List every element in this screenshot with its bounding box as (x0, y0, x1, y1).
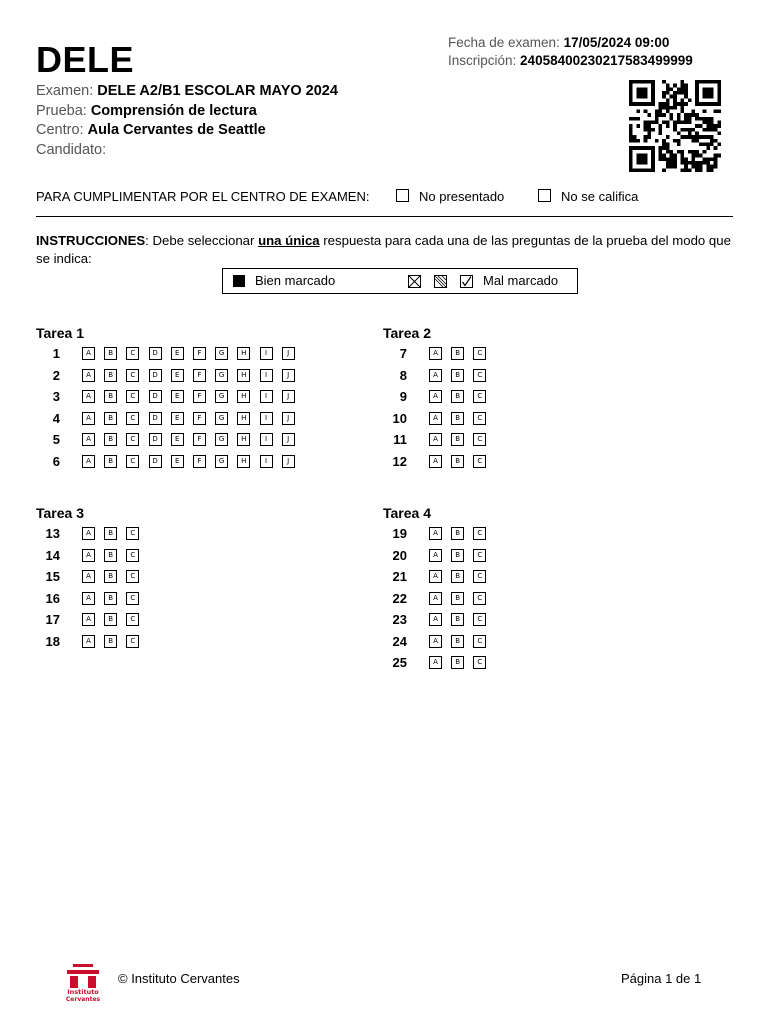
answer-option-h[interactable]: H (237, 347, 250, 360)
instructions (36, 232, 736, 268)
answer-option-f[interactable]: F (193, 390, 206, 403)
tarea-1 (36, 324, 304, 472)
answer-option-a[interactable]: A (82, 390, 95, 403)
answer-option-b[interactable]: B (451, 527, 464, 540)
answer-option-a[interactable]: A (82, 613, 95, 626)
question-row (36, 343, 304, 365)
answer-option-a[interactable]: A (82, 433, 95, 446)
question-number: 6 (52, 453, 60, 469)
answer-option-a[interactable]: A (429, 369, 442, 382)
filled-square-icon (233, 275, 245, 287)
question-number: 3 (52, 389, 60, 405)
answer-option-c[interactable]: C (473, 455, 486, 468)
answer-option-e[interactable]: E (171, 347, 184, 360)
question-number: 2 (52, 367, 60, 383)
no-presentado-label: No presentado (419, 189, 505, 204)
answer-option-i[interactable]: I (260, 433, 273, 446)
answer-option-b[interactable]: B (451, 635, 464, 648)
answer-option-f[interactable]: F (193, 433, 206, 446)
answer-option-e[interactable]: E (171, 369, 184, 382)
answer-option-c[interactable]: C (126, 635, 139, 648)
question-number: 15 (45, 569, 60, 585)
centro-label: Centro: (36, 122, 84, 138)
exam-date-label: Fecha de examen: (448, 35, 560, 50)
question-number: 18 (45, 633, 60, 649)
question-number: 5 (52, 432, 60, 448)
answer-option-b[interactable]: B (104, 390, 117, 403)
answer-option-b[interactable]: B (451, 656, 464, 669)
question-row (383, 429, 496, 451)
answer-option-a[interactable]: A (429, 455, 442, 468)
qr-code-icon (627, 80, 723, 172)
tarea-title: Tarea 2 (383, 325, 431, 341)
question-number: 22 (392, 590, 407, 606)
answer-option-a[interactable]: A (429, 347, 442, 360)
answer-option-c[interactable]: C (473, 592, 486, 605)
tarea-4 (383, 504, 496, 674)
answer-option-i[interactable]: I (260, 455, 273, 468)
inscription-value: 24058400230217583499999 (520, 53, 693, 68)
answer-option-b[interactable]: B (104, 592, 117, 605)
instructions-emphasis: una única (258, 233, 320, 248)
centro-row (36, 121, 266, 139)
answer-option-c[interactable]: C (126, 347, 139, 360)
answer-option-a[interactable]: A (82, 369, 95, 382)
answer-option-a[interactable]: A (82, 412, 95, 425)
answer-option-a[interactable]: A (429, 527, 442, 540)
question-number: 20 (392, 547, 407, 563)
answer-option-b[interactable]: B (104, 570, 117, 583)
question-row (36, 429, 304, 451)
question-row (383, 408, 496, 430)
answer-option-c[interactable]: C (473, 635, 486, 648)
tarea-title: Tarea 4 (383, 505, 431, 521)
answer-option-b[interactable]: B (451, 412, 464, 425)
page-title: DELE (36, 39, 135, 80)
hatched-box-icon (434, 275, 447, 288)
question-row (383, 386, 496, 408)
answer-option-f[interactable]: F (193, 412, 206, 425)
answer-option-a[interactable]: A (82, 570, 95, 583)
no-presentado-checkbox[interactable] (396, 189, 409, 202)
question-number: 23 (392, 612, 407, 628)
answer-option-c[interactable]: C (473, 570, 486, 583)
answer-option-i[interactable]: I (260, 390, 273, 403)
legend-bad-label: Mal marcado (483, 273, 559, 288)
marking-legend (222, 268, 578, 294)
answer-option-a[interactable]: A (429, 549, 442, 562)
crossed-box-icon (408, 275, 421, 288)
question-row (36, 408, 304, 430)
answer-option-i[interactable]: I (260, 347, 273, 360)
answer-option-b[interactable]: B (451, 592, 464, 605)
examen-label: Examen: (36, 83, 94, 99)
no-califica-label: No se califica (561, 189, 639, 204)
answer-option-c[interactable]: C (473, 369, 486, 382)
question-row (36, 365, 304, 387)
answer-option-a[interactable]: A (429, 635, 442, 648)
question-number: 24 (392, 633, 407, 649)
answer-option-h[interactable]: H (237, 369, 250, 382)
answer-option-j[interactable]: J (282, 369, 295, 382)
answer-option-e[interactable]: E (171, 390, 184, 403)
tarea-2 (383, 324, 496, 472)
question-number: 12 (392, 453, 407, 469)
answer-option-g[interactable]: G (215, 347, 228, 360)
exam-date (448, 34, 669, 51)
answer-option-e[interactable]: E (171, 412, 184, 425)
answer-option-f[interactable]: F (193, 455, 206, 468)
question-number: 21 (392, 569, 407, 585)
answer-option-c[interactable]: C (473, 412, 486, 425)
answer-option-a[interactable]: A (429, 592, 442, 605)
answer-option-d[interactable]: D (149, 412, 162, 425)
examen-row (36, 82, 338, 100)
question-number: 1 (52, 346, 60, 362)
question-number: 25 (392, 655, 407, 671)
question-number: 13 (45, 526, 60, 542)
answer-option-a[interactable]: A (429, 570, 442, 583)
question-row (36, 609, 149, 631)
checked-box-icon (460, 275, 473, 288)
candidato-label: Candidato: (36, 142, 107, 158)
question-number: 8 (399, 367, 407, 383)
answer-option-b[interactable]: B (451, 570, 464, 583)
question-row (383, 523, 496, 545)
answer-option-c[interactable]: C (126, 549, 139, 562)
question-row (36, 566, 149, 588)
question-number: 19 (392, 526, 407, 542)
question-row (383, 365, 496, 387)
legend-good-label: Bien marcado (255, 273, 336, 288)
answer-option-b[interactable]: B (451, 369, 464, 382)
answer-option-c[interactable]: C (126, 412, 139, 425)
question-row (383, 588, 496, 610)
question-row (36, 588, 149, 610)
question-row (383, 652, 496, 674)
prueba-row (36, 102, 257, 120)
answer-option-a[interactable]: A (429, 412, 442, 425)
answer-option-b[interactable]: B (104, 613, 117, 626)
question-number: 16 (45, 590, 60, 606)
answer-option-j[interactable]: J (282, 412, 295, 425)
answer-option-d[interactable]: D (149, 455, 162, 468)
answer-option-b[interactable]: B (104, 527, 117, 540)
inscription (448, 52, 693, 69)
centro-value: Aula Cervantes de Seattle (87, 122, 266, 138)
answer-option-c[interactable]: C (473, 347, 486, 360)
question-number: 10 (392, 410, 407, 426)
candidato-row (36, 141, 106, 159)
question-number: 9 (399, 389, 407, 405)
answer-option-h[interactable]: H (237, 412, 250, 425)
answer-option-d[interactable]: D (149, 347, 162, 360)
answer-option-b[interactable]: B (104, 433, 117, 446)
answer-option-b[interactable]: B (104, 347, 117, 360)
question-row (36, 451, 304, 473)
answer-option-c[interactable]: C (473, 549, 486, 562)
answer-option-j[interactable]: J (282, 390, 295, 403)
answer-option-c[interactable]: C (473, 390, 486, 403)
answer-option-c[interactable]: C (126, 570, 139, 583)
answer-option-a[interactable]: A (82, 592, 95, 605)
answer-option-g[interactable]: G (215, 412, 228, 425)
answer-option-c[interactable]: C (126, 369, 139, 382)
answer-option-h[interactable]: H (237, 433, 250, 446)
answer-option-c[interactable]: C (473, 433, 486, 446)
prueba-label: Prueba: (36, 103, 87, 119)
instituto-cervantes-logo (64, 964, 102, 1004)
tarea-title: Tarea 3 (36, 505, 84, 521)
answer-option-h[interactable]: H (237, 390, 250, 403)
answer-option-a[interactable]: A (82, 527, 95, 540)
answer-option-c[interactable]: C (126, 527, 139, 540)
answer-option-b[interactable]: B (104, 635, 117, 648)
question-number: 7 (399, 346, 407, 362)
answer-option-d[interactable]: D (149, 433, 162, 446)
answer-option-c[interactable]: C (126, 613, 139, 626)
answer-option-j[interactable]: J (282, 455, 295, 468)
answer-option-a[interactable]: A (429, 613, 442, 626)
instructions-text-2: respuesta para cada una de las preguntas de la prueba del modo que se indica: (36, 233, 731, 266)
divider (36, 216, 733, 217)
answer-option-g[interactable]: G (215, 390, 228, 403)
answer-option-e[interactable]: E (171, 455, 184, 468)
question-number: 11 (393, 432, 407, 448)
answer-option-i[interactable]: I (260, 369, 273, 382)
answer-option-c[interactable]: C (473, 613, 486, 626)
question-number: 17 (45, 612, 60, 628)
instructions-text-1: : Debe seleccionar (145, 233, 259, 248)
answer-option-j[interactable]: J (282, 347, 295, 360)
examen-value: DELE A2/B1 ESCOLAR MAYO 2024 (97, 83, 338, 99)
answer-option-b[interactable]: B (104, 549, 117, 562)
answer-option-e[interactable]: E (171, 433, 184, 446)
answer-option-a[interactable]: A (429, 390, 442, 403)
question-row (383, 451, 496, 473)
question-row (36, 523, 149, 545)
question-row (36, 386, 304, 408)
answer-option-i[interactable]: I (260, 412, 273, 425)
tarea-title: Tarea 1 (36, 325, 84, 341)
inscription-label: Inscripción: (448, 53, 517, 68)
answer-option-g[interactable]: G (215, 455, 228, 468)
question-row (383, 343, 496, 365)
answer-option-c[interactable]: C (473, 527, 486, 540)
answer-option-c[interactable]: C (126, 390, 139, 403)
answer-option-h[interactable]: H (237, 455, 250, 468)
instructions-lead: INSTRUCCIONES (36, 233, 146, 248)
answer-option-c[interactable]: C (126, 455, 139, 468)
question-row (383, 609, 496, 631)
answer-option-b[interactable]: B (451, 549, 464, 562)
question-row (383, 566, 496, 588)
answer-option-f[interactable]: F (193, 347, 206, 360)
centro-section-label: PARA CUMPLIMENTAR POR EL CENTRO DE EXAMEN: (36, 189, 370, 204)
answer-option-a[interactable]: A (82, 635, 95, 648)
question-row (36, 631, 149, 653)
answer-option-a[interactable]: A (429, 433, 442, 446)
answer-option-b[interactable]: B (104, 455, 117, 468)
logo-text-2: Cervantes (65, 996, 101, 1003)
answer-option-b[interactable]: B (104, 369, 117, 382)
exam-date-value: 17/05/2024 09:00 (563, 35, 670, 50)
answer-option-j[interactable]: J (282, 433, 295, 446)
question-row (383, 545, 496, 567)
answer-option-b[interactable]: B (451, 390, 464, 403)
tarea-3 (36, 504, 149, 652)
copyright: © Instituto Cervantes (118, 971, 240, 986)
answer-option-g[interactable]: G (215, 433, 228, 446)
prueba-value: Comprensión de lectura (90, 103, 257, 119)
question-number: 14 (45, 547, 60, 563)
answer-option-b[interactable]: B (451, 613, 464, 626)
answer-option-c[interactable]: C (126, 592, 139, 605)
answer-option-d[interactable]: D (149, 369, 162, 382)
page-number: Página 1 de 1 (621, 971, 702, 986)
answer-option-a[interactable]: A (82, 455, 95, 468)
question-number: 4 (52, 410, 60, 426)
answer-option-d[interactable]: D (149, 390, 162, 403)
answer-option-b[interactable]: B (104, 412, 117, 425)
answer-option-a[interactable]: A (82, 347, 95, 360)
answer-option-g[interactable]: G (215, 369, 228, 382)
answer-option-b[interactable]: B (451, 347, 464, 360)
logo-text-1: Instituto (67, 988, 99, 996)
answer-option-f[interactable]: F (193, 369, 206, 382)
answer-option-b[interactable]: B (451, 433, 464, 446)
no-califica-checkbox[interactable] (538, 189, 551, 202)
question-row (36, 545, 149, 567)
answer-option-c[interactable]: C (126, 433, 139, 446)
answer-option-c[interactable]: C (473, 656, 486, 669)
question-row (383, 631, 496, 653)
answer-option-a[interactable]: A (429, 656, 442, 669)
answer-option-b[interactable]: B (451, 455, 464, 468)
answer-option-a[interactable]: A (82, 549, 95, 562)
